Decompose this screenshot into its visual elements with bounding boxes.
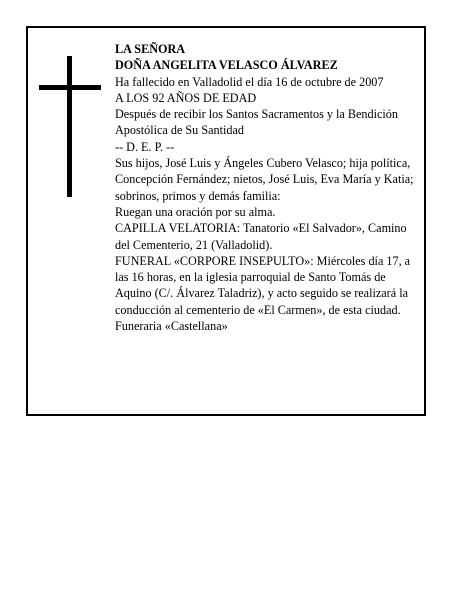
- deceased-name: DOÑA ANGELITA VELASCO ÁLVAREZ: [115, 58, 338, 73]
- death-line: Ha fallecido en Valladolid el día 16 de octubre de 2007: [115, 74, 384, 89]
- funeral-home: Funeraria «Castellana»: [115, 319, 228, 334]
- age-line: A LOS 92 AÑOS DE EDAD: [115, 90, 257, 105]
- funeral-details: FUNERAL «CORPORE INSEPULTO»: Miércoles día 17, a las 16 horas, en la iglesia parroquial de Santo Tomás de Aquino (C/. Álvarez Taladriz), y acto seguido se realizará la conducción al cementerio de «El Carmen», de esta ciudad.: [115, 253, 411, 317]
- obituary-text: [115, 41, 420, 334]
- obituary-notice: [26, 26, 426, 416]
- prayer-request: Ruegan una oración por su alma.: [115, 204, 276, 219]
- notice-title: LA SEÑORA: [115, 42, 186, 56]
- cross-vertical-bar: [67, 56, 72, 197]
- sacraments-line: Después de recibir los Santos Sacramentos y la Bendición Apostólica de Su Santidad: [115, 107, 398, 138]
- cross-horizontal-bar: [39, 85, 101, 90]
- wake-location: CAPILLA VELATORIA: Tanatorio «El Salvador», Camino del Cementerio, 21 (Valladolid).: [115, 221, 407, 252]
- family-paragraph: Sus hijos, José Luis y Ángeles Cubero Velasco; hija política, Concepción Fernández; nietos, José Luis, Eva María y Katia; sobrinos, primos y demás familia:: [115, 156, 414, 203]
- rip-line: -- D. E. P. --: [115, 139, 175, 154]
